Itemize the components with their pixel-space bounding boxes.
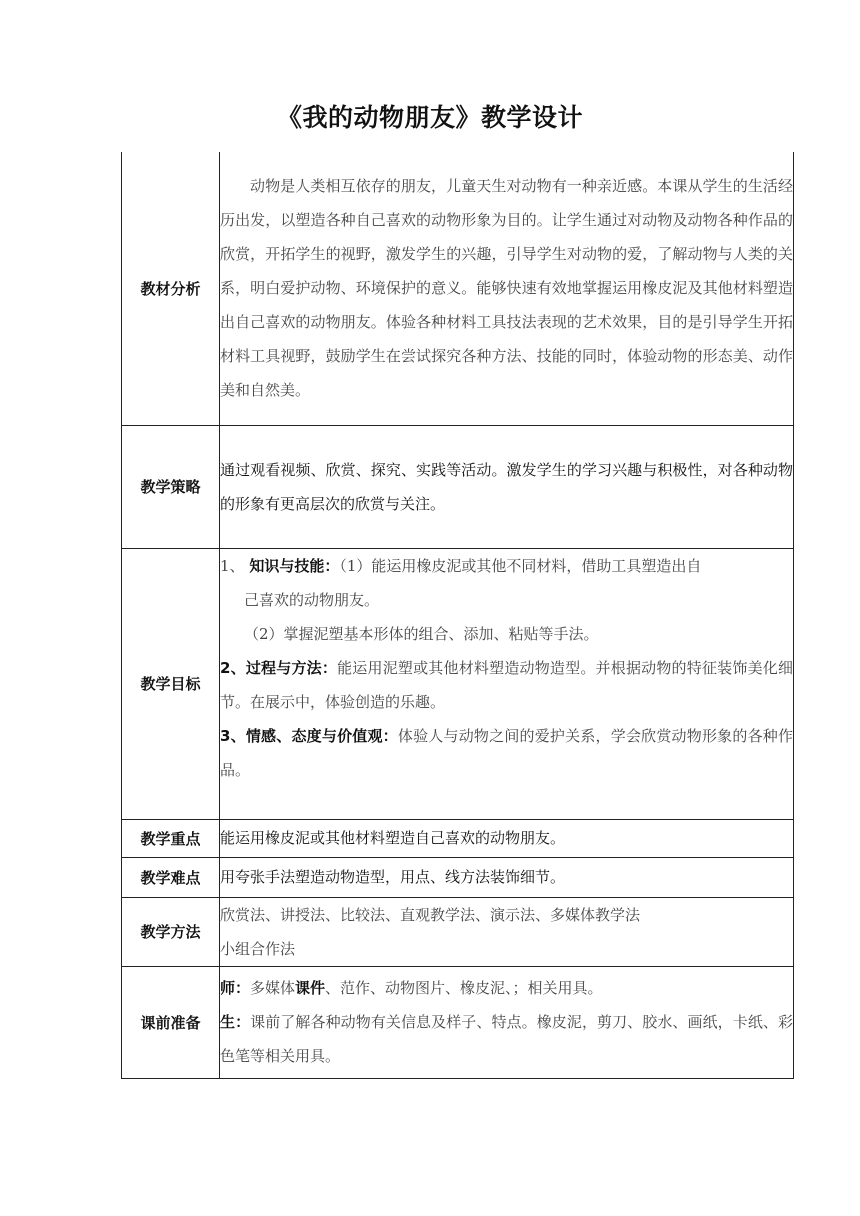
goal-1-line: [220, 549, 793, 583]
label-teaching-methods: 教学方法: [122, 897, 220, 966]
row-key-points: [122, 819, 794, 857]
row-teaching-methods: [122, 897, 794, 966]
goal-3-title: 3、情感、态度与价值观：: [220, 726, 398, 745]
key-points-text: 能运用橡皮泥或其他材料塑造自己喜欢的动物朋友。: [220, 829, 566, 847]
cell-difficulty: [220, 857, 794, 897]
label-material-analysis: 教材分析: [122, 152, 220, 425]
goal-1-sub-2: （2）掌握泥塑基本形体的组合、添加、粘贴等手法。: [244, 624, 599, 643]
methods-line-1: 欣赏法、讲授法、比较法、直观教学法、演示法、多媒体教学法: [220, 905, 641, 924]
label-teaching-strategy: 教学策略: [122, 425, 220, 548]
goal-1-text: （1）能运用橡皮泥或其他不同材料，借助工具塑造出自: [339, 556, 702, 575]
cell-teaching-strategy: [220, 425, 794, 548]
cell-teaching-goals: [220, 548, 794, 819]
row-teaching-strategy: [122, 425, 794, 548]
row-difficulty: [122, 857, 794, 897]
label-key-points: 教学重点: [122, 819, 220, 857]
difficulty-text: 用夸张手法塑造动物造型，用点、线方法装饰细节。: [220, 868, 566, 886]
goal-1-title: 知识与技能：: [249, 556, 340, 575]
goal-2-text: 能运用泥塑或其他材料塑造动物造型。并根据动物的特征装饰美化细节。在展示中，体验创造的乐趣。: [220, 658, 793, 711]
goal-1-continuation: 己喜欢的动物朋友。: [244, 590, 380, 609]
teaching-strategy-text: 通过观看视频、欣赏、探究、实践等活动。激发学生的学习兴趣与积极性，对各种动物的形象有更高层次的欣赏与关注。: [220, 460, 793, 513]
methods-line-2: 小组合作法: [220, 939, 296, 958]
row-teaching-goals: [122, 548, 794, 819]
lesson-plan-table: [121, 152, 794, 1079]
material-analysis-text: 动物是人类相互依存的朋友，儿童天生对动物有一种亲近感。本课从学生的生活经历出发，以塑造各种自己喜欢的动物形象为目的。让学生通过对动物及动物各种作品的欣赏，开拓学生的视野，激发学生的兴趣，引导学生对动物的爱，了解动物与人类的关系，明白爱护动物、环境保护的意义。能够快速有效地掌握运用橡皮泥及其他材料塑造出自己喜欢的动物朋友。体验各种材料工具技法表现的艺术效果，目的是引导学生开拓材料工具视野，鼓励学生在尝试探究各种方法、技能的同时，体验动物的形态美、动作美和自然美。: [220, 177, 793, 400]
goal-1-prefix: 1、: [220, 556, 245, 575]
cell-material-analysis: [220, 152, 794, 425]
cell-key-points: [220, 819, 794, 857]
goal-3-line: [220, 719, 793, 787]
goal-3-text: 体验人与动物之间的爱护关系，学会欣赏动物形象的各种作品。: [220, 726, 793, 779]
row-preparation: [122, 966, 794, 1078]
cell-preparation: [220, 966, 794, 1078]
prep-teacher-pre: 多媒体: [250, 979, 296, 997]
prep-teacher-label: 师：: [220, 979, 251, 997]
prep-teacher-bold: 课件: [295, 979, 326, 997]
goal-2-line: [220, 651, 793, 719]
prep-student-line: [220, 1005, 793, 1073]
goal-2-title: 2、过程与方法：: [220, 658, 338, 677]
cell-teaching-methods: [220, 897, 794, 966]
prep-teacher-line: [220, 971, 793, 1005]
prep-teacher-post: 、范作、动物图片、橡皮泥、；相关用具。: [325, 979, 603, 997]
label-preparation: 课前准备: [122, 966, 220, 1078]
prep-student-text: 课前了解各种动物有关信息及样子、特点。橡皮泥，剪刀、胶水、画纸，卡纸、彩色笔等相关用具。: [220, 1013, 793, 1065]
row-material-analysis: [122, 152, 794, 425]
label-difficulty: 教学难点: [122, 857, 220, 897]
prep-student-label: 生：: [220, 1013, 251, 1031]
label-teaching-goals: 教学目标: [122, 548, 220, 819]
document-title: 《我的动物朋友》教学设计: [276, 103, 583, 132]
